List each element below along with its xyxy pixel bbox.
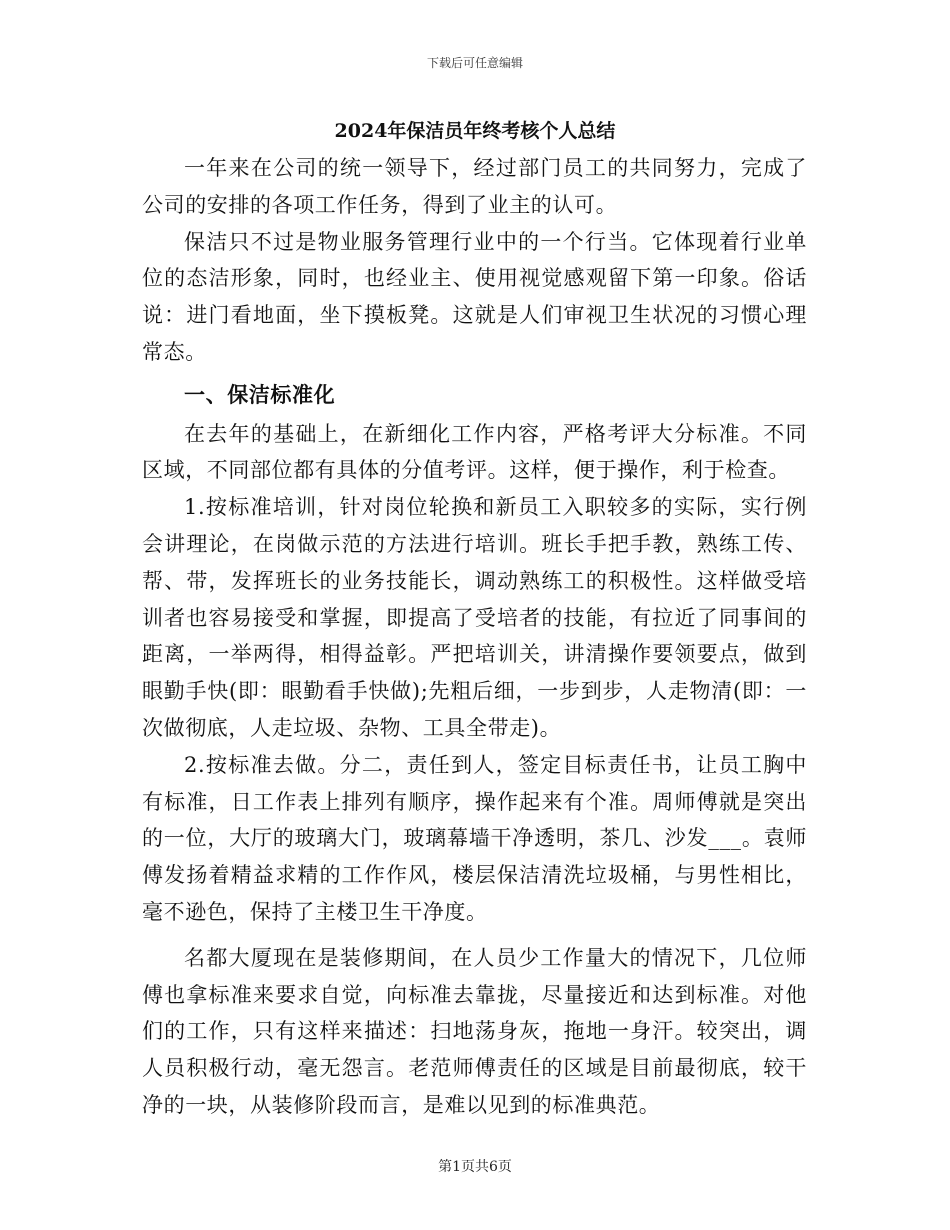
paragraph-training: 1.按标准培训，针对岗位轮换和新员工入职较多的实际，实行例会讲理论，在岗做示范的方法进行培训。班长手把手教，熟练工传、帮、带，发挥班长的业务技能长，调动熟练工的积极性。这样做受培训者也容易接受和掌握，即提高了受培者的技能，有拉近了同事间的距离，一举两得，相得益彰。严把培训关，讲清操作要领要点，做到眼勤手快(即：眼勤看手快做);先粗后细，一步到步，人走物清(即：一次做彻底，人走垃圾、杂物、工具全带走)。	[142, 495, 807, 740]
paragraph-intro: 一年来在公司的统一领导下，经过部门员工的共同努力，完成了公司的安排的各项工作任务，得到了业主的认可。	[142, 156, 807, 217]
document-title: 2024年保洁员年终考核个人总结	[334, 120, 616, 142]
page-footer: 第1页共6页	[438, 1159, 512, 1175]
paragraph-standard-basis: 在去年的基础上，在新细化工作内容，严格考评大分标准。不同区域，不同部位都有具体的分值考评。这样，便于操作，利于检查。	[142, 421, 807, 483]
document-body	[142, 150, 807, 1124]
header-note: 下载后可任意编辑	[426, 56, 523, 70]
paragraph-execution: 2.按标准去做。分二，责任到人，签定目标责任书，让员工胸中有标准，日工作表上排列有顺序，操作起来有个准。周师傅就是突出的一位，大厅的玻璃大门，玻璃幕墙干净透明，茶几、沙发___。袁师傅发扬着精益求精的工作作风，楼层保洁清洗垃圾桶，与男性相比，毫不逊色，保持了主楼卫生干净度。	[142, 752, 807, 924]
paragraph-cleaning-role: 保洁只不过是物业服务管理行业中的一个行当。它体现着行业单位的态洁形象，同时，也经业主、使用视觉感观留下第一印象。俗话说：进门看地面，坐下摸板凳。这就是人们审视卫生状况的习惯心理常态。	[142, 229, 807, 364]
section-heading: 一、保洁标准化	[184, 381, 336, 407]
paragraph-mingdu: 名都大厦现在是装修期间，在人员少工作量大的情况下，几位师傅也拿标准来要求自觉，向标准去靠拢，尽量接近和达到标准。对他们的工作，只有这样来描述：扫地荡身灰，拖地一身汗。较突出，调人员积极行动，毫无怨言。老范师傅责任的区域是目前最彻底，较干净的一块，从装修阶段而言，是难以见到的标准典范。	[142, 945, 807, 1117]
